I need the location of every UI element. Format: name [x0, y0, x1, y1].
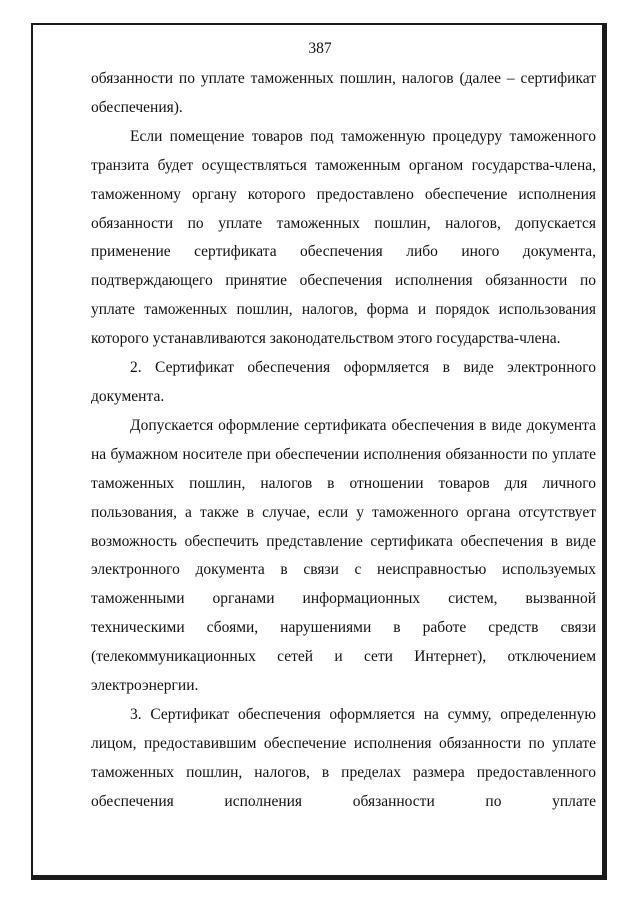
- page-number: 387: [308, 40, 332, 57]
- paragraph-item-2: 2. Сертификат обеспечения оформляется в виде электронного документа.: [91, 359, 596, 405]
- paragraph-paper-form: Допускается оформление сертификата обеспечения в виде документа на бумажном носителе при обеспечении исполнения обязанности по уплате таможенных пошлин, налогов в отношении товаров для личного пользования, а также в случае, если у таможенного органа отсутствует возможность обеспечить представление сертификата обеспечения в виде электронного документа в связи с неисправностью используемых таможенными органами информационных систем, вызванной техническими сбоями, нарушениями в работе средств связи (телекоммуникационных сетей и сети Интернет), отключением электроэнергии.: [91, 416, 596, 695]
- paragraph-item-3: 3. Сертификат обеспечения оформляется на сумму, определенную лицом, предоставившим обеспечение исполнения обязанности по уплате таможенных пошлин, налогов, в пределах размера предоставленного обеспечения исполнения обязанности по уплате: [91, 705, 596, 810]
- document-body: [91, 65, 596, 817]
- paragraph-continuation: обязанности по уплате таможенных пошлин, налогов (далее – сертификат обеспечения).: [91, 70, 596, 116]
- paragraph-transit-certificate: Если помещение товаров под таможенную процедуру таможенного транзита будет осуществляться таможенным органом государства-члена, таможенному органу которого предоставлено обеспечение исполнения обязанности по уплате таможенных пошлин, налогов, допускается применение сертификата обеспечения либо иного документа, подтверждающего принятие обеспечения исполнения обязанности по уплате таможенных пошлин, налогов, форма и порядок использования которого устанавливаются законодательством этого государства-члена.: [91, 127, 596, 348]
